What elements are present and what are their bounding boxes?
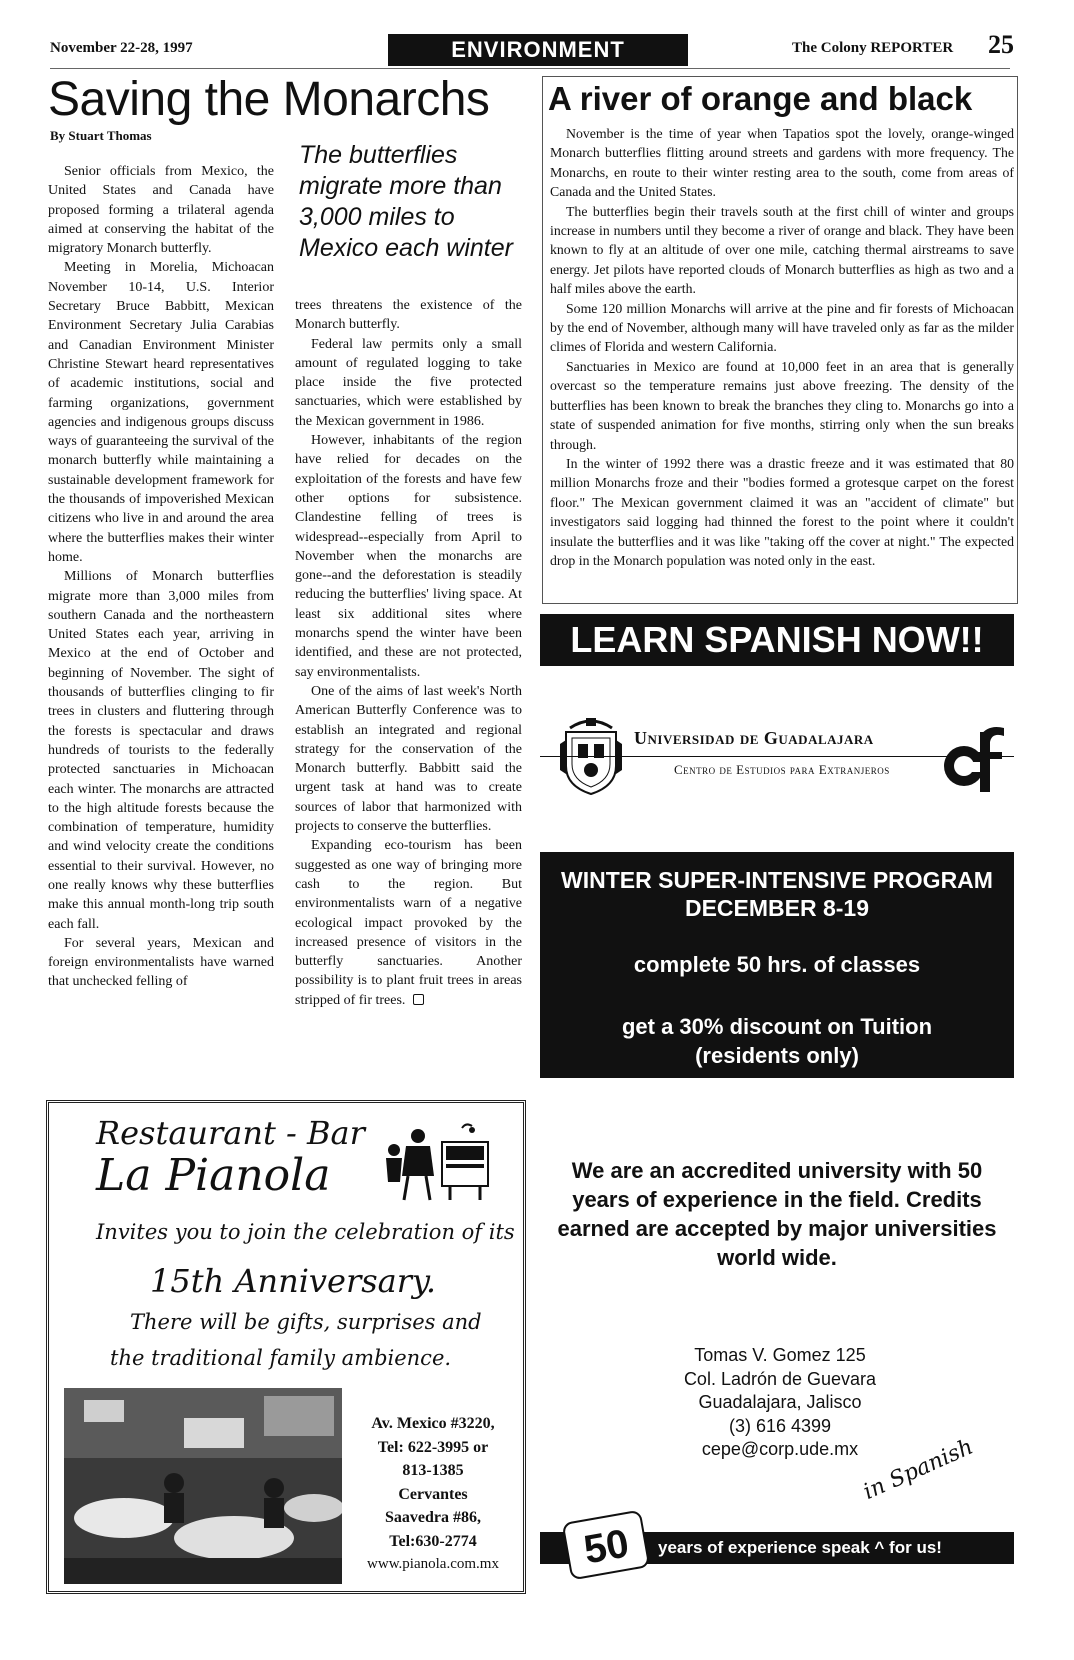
program-hours: complete 50 hrs. of classes: [633, 952, 921, 977]
address-line: Av. Mexico #3220,: [371, 1415, 495, 1432]
sidebar-paragraph: November is the time of year when Tapatios spot the lovely, orange-winged Monarch butterflies flitting around streets and gardens with more frequency. The Monarchs, en route to their winter resting area to the south, come from areas of Canada and the United States.: [550, 126, 1014, 200]
fifty-years-badge: 50: [562, 1509, 651, 1580]
program-title: WINTER SUPER-INTENSIVE PROGRAM: [561, 867, 993, 893]
website-link[interactable]: www.pianola.com.mx: [367, 1556, 499, 1572]
article-paragraph: Millions of Monarch butterflies migrate more than 3,000 miles from southern Canada and the northeastern United States each year, arriving in Mexico at the end of October and beginning of November. The sight of thousands of butterflies clinging to fir trees in clusters and fluttering through the forests is spectacular and draws hundreds of tourists to the federally protected sanctuaries in Michoacan each winter. The monarchs are attracted to the high altitude forests because the combination of temperature, humidity and wind velocity create the conditions essential to their survival. However, no one really knows why these butterflies make this annual month-long trip south each fall.: [48, 569, 274, 932]
cf-logo-text: cf: [938, 722, 939, 723]
program-discount: get a 30% discount on Tuition: [621, 1014, 933, 1039]
sidebar-paragraph: Sanctuaries in Mexico are found at 10,000 feet in an area that is generally overcast so the temperature remains just above freezing. The density of the butterflies has been known to break the branches they cling to. Monarchs go into a state of suspended animation for five months, stirring only when the sun breaks through.: [550, 358, 1014, 452]
article-paragraph: For several years, Mexican and foreign environmentalists have warned that unchecked felling of: [48, 935, 274, 990]
restaurant-anniversary: 15th Anniversary.: [150, 1262, 437, 1300]
restaurant-address: [348, 1412, 518, 1577]
study-center-name: Centro de Estudios para Extranjeros: [674, 762, 890, 777]
article-paragraph-last: [295, 836, 522, 1010]
school-address: [600, 1344, 960, 1462]
page-number: 25: [988, 30, 1014, 59]
article-byline: By Stuart Thomas: [50, 128, 152, 143]
article-column-1: [48, 162, 274, 992]
restaurant-name: La Pianola: [96, 1150, 331, 1201]
accreditation-statement: We are an accredited university with 50 years of experience in the field. Credits earned are accepted by major universities world wide.: [557, 1158, 997, 1270]
phone-number: Tel:630-2774: [389, 1532, 477, 1550]
section-banner: ENVIRONMENT: [388, 34, 688, 66]
restaurant-ambience: the traditional family ambience.: [110, 1346, 452, 1370]
restaurant-photo: [64, 1388, 342, 1584]
sidebar-paragraph: In the winter of 1992 there was a drastic freeze and it was estimated that 80 million Monarchs froze and their "bodies formed a grotesque carpet on the forest floor." The Mexican government claimed it was an "accident of climate" but investigators said logging had thinned the forest to the point where it couldn't insulate the butterflies and it was like "taking off the cover at night." The expected drop in the Monarch population was noted only in the east.: [550, 455, 1014, 568]
university-name: Universidad de Guadalajara: [634, 728, 874, 748]
issue-date: November 22-28, 1997: [50, 40, 193, 56]
program-dates: DECEMBER 8-19: [684, 895, 870, 921]
paper-name: The Colony REPORTER: [792, 40, 954, 56]
phone-number: 813-1385: [402, 1462, 464, 1479]
article-paragraph-text: Expanding eco-tourism has been suggested as one way of bringing more cash to the region. But environmentalists warn of a negative ecological impact provoked by the increased presence of visitors in the butterfly sanctuaries. Another possibility is to plant fruit trees in areas stripped of fir trees.: [295, 838, 522, 1008]
address-line: Tomas V. Gomez 125: [694, 1345, 866, 1365]
sidebar-paragraph: The butterflies begin their travels south at the first chill of winter and groups increase in numbers until they become a river of orange and black. They have been known to fly at an altitude of over one mile, catching thermal airstreams to save energy. Jet pilots have reported clouds of Monarch butterflies as high as two and a half miles above the earth.: [550, 203, 1014, 297]
years-slogan: years of experience speak ^ for us!: [658, 1538, 942, 1557]
restaurant-gifts: There will be gifts, surprises and: [130, 1310, 482, 1334]
program-box: [540, 852, 1014, 1078]
header-rule: [50, 68, 1010, 69]
email-address[interactable]: cepe@corp.ude.mx: [701, 1439, 859, 1459]
restaurant-title-line-1: Restaurant - Bar: [96, 1114, 365, 1152]
phone-number: Tel: 622-3995 or: [377, 1438, 489, 1456]
address-line: Guadalajara, Jalisco: [698, 1392, 862, 1412]
restaurant-invite: Invites you to join the celebration of its: [96, 1220, 515, 1244]
program-discount-block: [540, 1012, 1014, 1070]
article-paragraph: trees threatens the existence of the Monarch butterfly.: [295, 298, 522, 333]
handwritten-note: in Spanish: [859, 1434, 978, 1505]
sidebar-title: A river of orange and black: [548, 80, 973, 117]
phone-number: (3) 616 4399: [728, 1415, 832, 1436]
sidebar-body: [550, 124, 1014, 570]
article-paragraph: One of the aims of last week's North American Butterfly Conference was to establish an integrated and regional strategy for the conservation of the Monarch butterfly. Babbitt said the urgent task at hand was to create sources of labor that harmonized with projects to conserve the butterflies.: [295, 683, 522, 835]
pull-quote: The butterflies migrate more than 3,000 miles to Mexico each winter: [299, 141, 513, 262]
article-paragraph: Federal law permits only a small amount of regulated logging to take place inside the five protected sanctuaries, which were established by the Mexican government in 1986.: [295, 336, 522, 429]
address-line: Col. Ladrón de Guevara: [683, 1368, 877, 1389]
article-paragraph: However, inhabitants of the region have relied for decades on the exploitation of the forests and have few other options for subsistence. Clandestine felling of trees is widespread--especially from April to November when the monarchs are gone--and the deforestation is steadily reducing the butterflies' living space. At least six additional sites where monarchs spend the winter have been identified, and these are not protected, say environmentalists.: [295, 433, 522, 680]
article-paragraph: Meeting in Morelia, Michoacan November 10-14, U.S. Interior Secretary Bruce Babbitt, Mexican Environment Secretary Julia Carabias and Canadian Environment Minister Christine Stewart heard representatives of academic institutions, social and farming organizations, government agencies and indigenous groups discuss ways of guaranteeing the survival of the monarch butterfly while maintaining a sustainable development framework for the thousands of impoverished Mexican citizens who live in and around the area where the butterflies makes their winter home.: [48, 260, 274, 565]
sidebar-paragraph: Some 120 million Monarchs will arrive at the pine and fir forests of Michoacan by the end of November, although many will have traveled only as far as the milder climes of Florida and western California.: [550, 300, 1014, 355]
address-line: Saavedra #86,: [385, 1509, 481, 1526]
article-paragraph: Senior officials from Mexico, the United States and Canada have proposed forming a trilateral agenda aimed at conserving the habitat of the migratory Monarch butterfly.: [48, 164, 274, 257]
article-column-2: [295, 296, 522, 1010]
university-crest-icon: [558, 714, 624, 796]
article-headline: Saving the Monarchs: [48, 73, 490, 126]
program-title-block: [540, 866, 1014, 922]
program-discount-note: (residents only): [695, 1043, 859, 1068]
end-mark-icon: [413, 994, 424, 1005]
cf-logo-icon: [938, 722, 1012, 796]
piano-musicians-icon: [380, 1120, 498, 1204]
learn-spanish-banner: LEARN SPANISH NOW!!: [540, 614, 1014, 666]
address-line: Cervantes: [398, 1485, 468, 1503]
